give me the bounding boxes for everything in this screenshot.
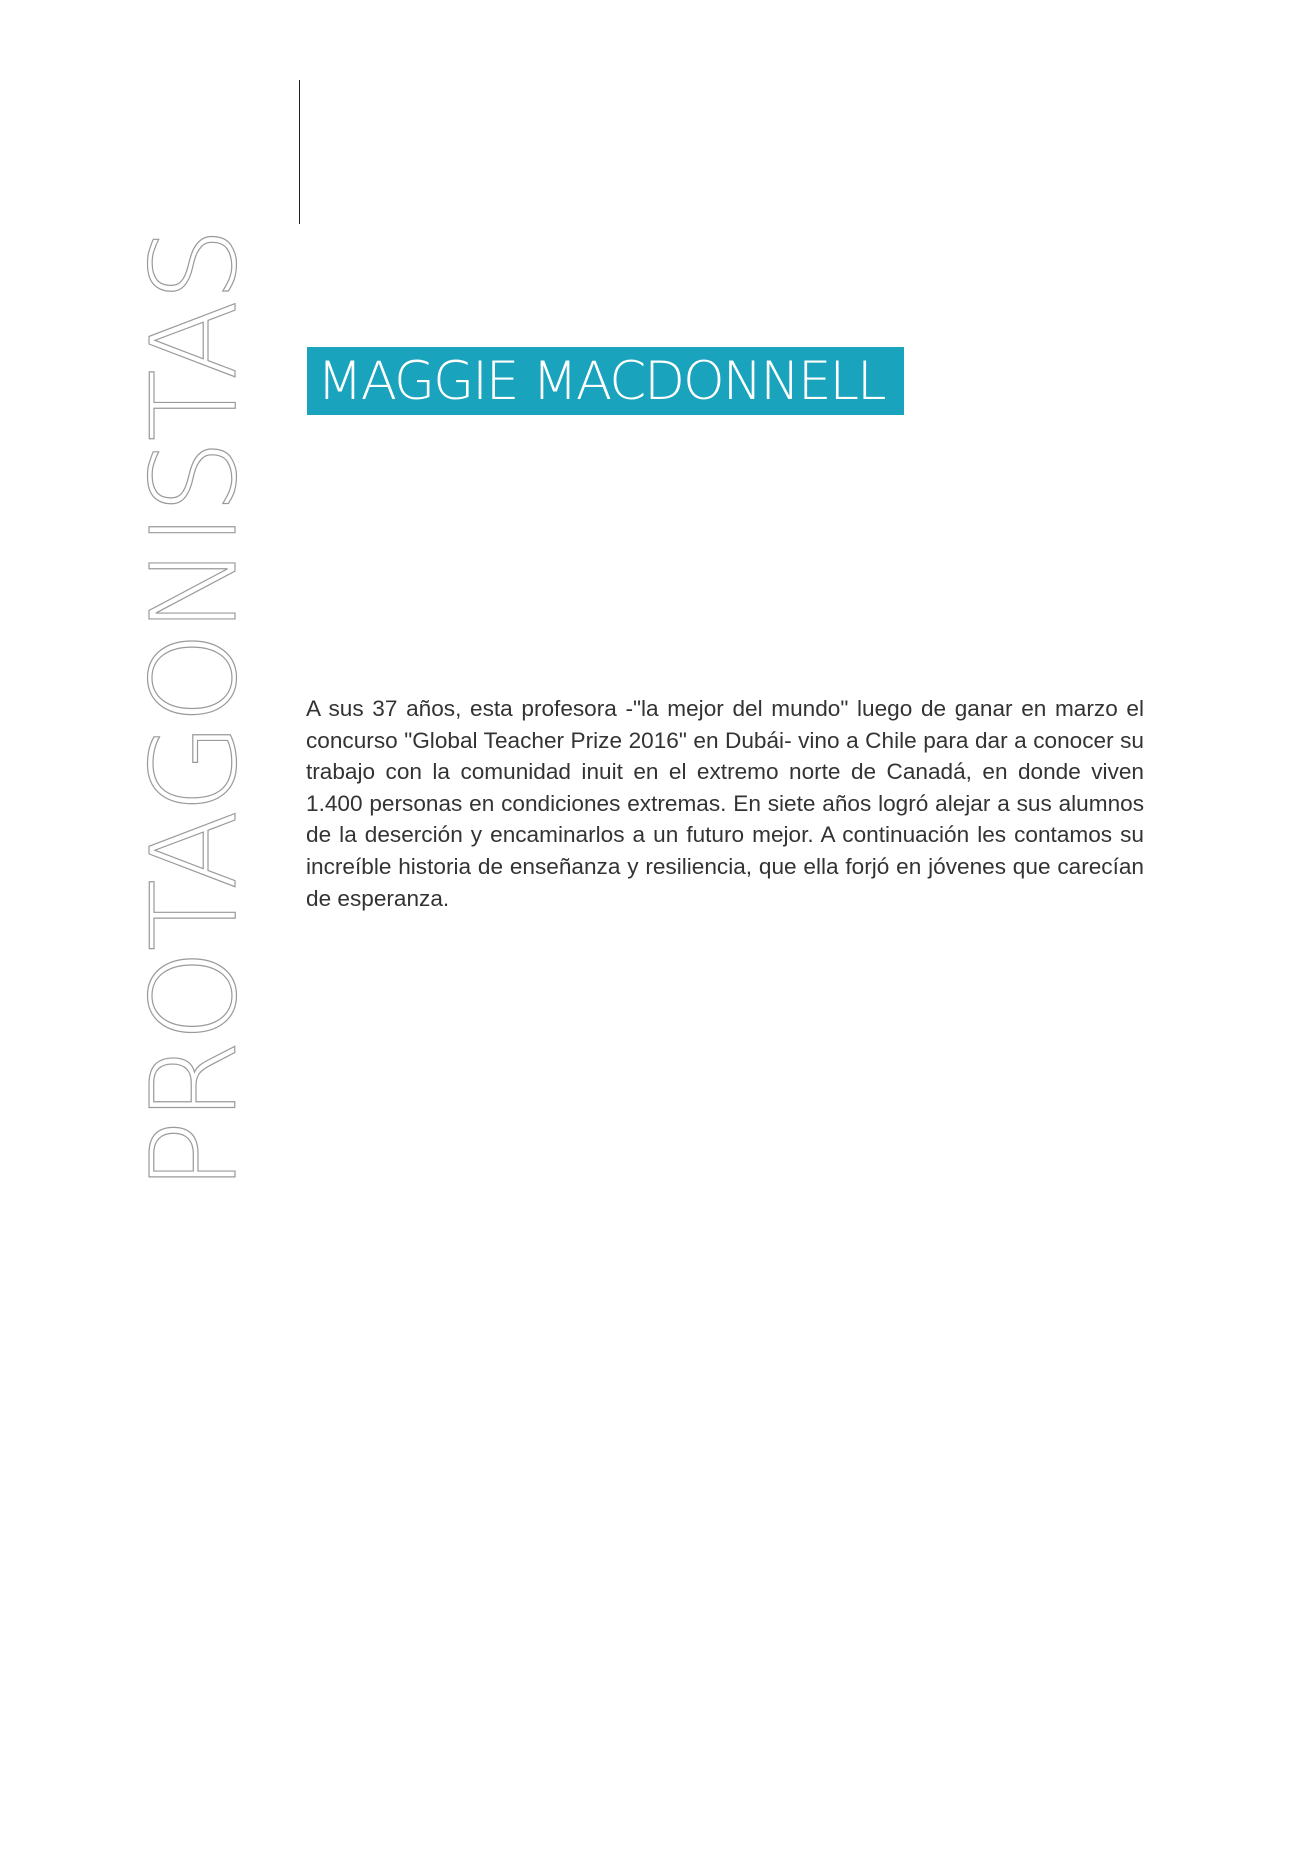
person-name: MAGGIE MACDONNELL: [317, 350, 885, 412]
section-label: PROTAGONISTAS: [125, 228, 263, 1192]
name-banner: [307, 347, 904, 415]
vertical-divider-line: [299, 80, 300, 224]
intro-paragraph: A sus 37 años, esta profesora -"la mejor del mundo" luego de ganar en marzo el concurso "Global Teacher Prize 2016" en Dubái- vino a Chile para dar a conocer su trabajo con la comunidad inuit en el extremo norte de Canadá, en donde viven 1.400 personas en condiciones extremas. En siete años logró alejar a sus alumnos de la deserción y encaminarlos a un futuro mejor. A continuación les contamos su increíble historia de enseñanza y resiliencia, que ella forjó en jóvenes que carecían de esperanza.: [306, 696, 1144, 911]
section-label-container: [125, 228, 263, 1192]
